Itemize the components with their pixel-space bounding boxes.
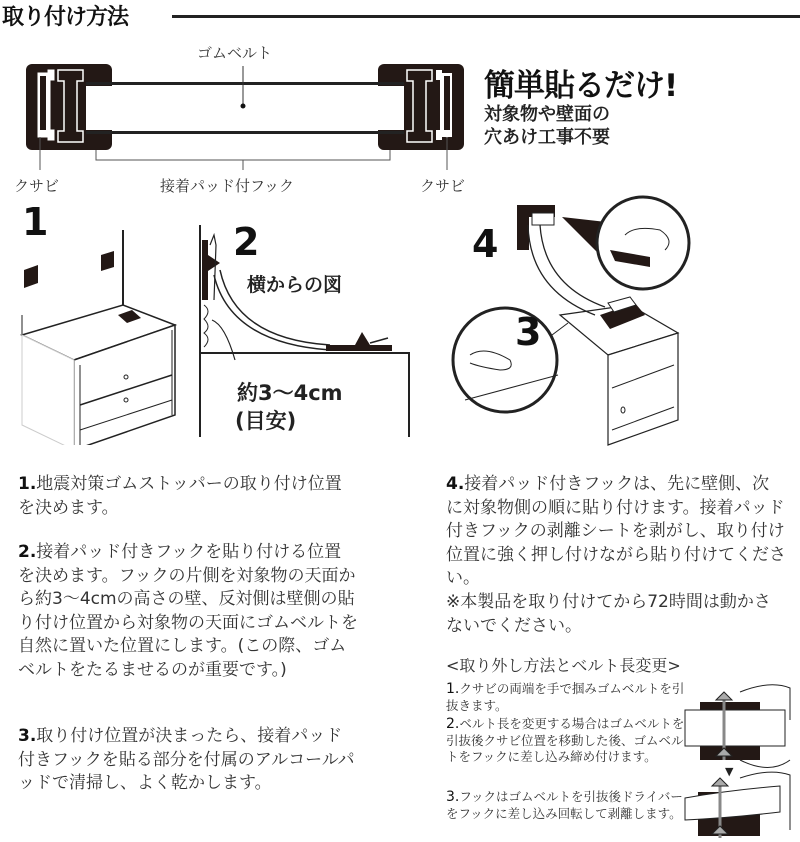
instruction-3-num: 3.	[18, 726, 37, 746]
wedge-left-label: クサビ	[14, 177, 60, 195]
caution-note: ※本製品を取り付けてから72時間は動かさないでください。	[446, 592, 771, 636]
step1-illustration	[0, 215, 200, 445]
removal-item-2-text: ベルト長を変更する場合はゴムベルトを引抜後クサビ位置を移動した後、ゴムベルトをフックに差し込み締め付けます。	[446, 716, 685, 764]
instruction-1	[18, 473, 358, 520]
instruction-3-text: 取り付け位置が決まったら、接着パッド付きフックを貼る部分を付属のアルコールパッドで清掃し、よく乾かします。	[18, 726, 355, 793]
instruction-4-text: 接着パッド付きフックは、先に壁側、次に対象物側の順に貼り付けます。接着パッド付きフックの剥離シートを剥がし、取り付け位置に強く押し付けながら貼り付けてください。	[446, 474, 786, 588]
step2-measure: 約3〜4cm	[237, 381, 343, 405]
headline-sub-line2: 穴あけ工事不要	[484, 127, 610, 148]
step1-number: 1	[22, 200, 49, 244]
headline-sub-line1: 対象物や壁面の	[484, 104, 610, 125]
step2-caption: 横からの図	[247, 274, 343, 296]
removal-item-3-num: 3.	[446, 789, 460, 805]
instruction-2-num: 2.	[18, 542, 37, 562]
hook-label: 接着パッド付フック	[160, 177, 294, 195]
instruction-1-text: 地震対策ゴムストッパーの取り付け位置を決めます。	[18, 474, 342, 518]
removal-item-1-text: クサビの両端を手で掴みゴムベルトを引抜きます。	[446, 681, 685, 713]
step4-number: 4	[472, 222, 499, 266]
belt-label: ゴムベルト	[197, 44, 273, 62]
removal-item-1	[446, 681, 686, 714]
removal-item-1-num: 1.	[446, 681, 460, 697]
instruction-4	[446, 473, 786, 591]
removal-title: <取り外し方法とベルト長変更>	[446, 656, 681, 675]
removal-item-2-num: 2.	[446, 716, 460, 732]
headline-main: 簡単貼るだけ!	[484, 68, 678, 104]
instruction-2	[18, 541, 358, 682]
step3-number: 3	[515, 310, 542, 354]
wedge-right-label: クサビ	[420, 177, 466, 195]
step2-number: 2	[233, 220, 260, 264]
title-divider	[172, 15, 800, 18]
step2-measure-note: (目安)	[235, 409, 297, 433]
removal-item-2	[446, 716, 686, 766]
page-title: 取り付け方法	[2, 5, 129, 30]
headline-sub	[484, 103, 610, 149]
instruction-1-num: 1.	[18, 474, 37, 494]
removal-item-3-text: フックはゴムベルトを引抜後ドライバーをフックに差し込み回転して剥離します。	[446, 789, 683, 821]
removal-item-3	[446, 789, 686, 822]
removal-illustration	[680, 680, 800, 840]
right-hook-icon	[374, 64, 464, 150]
down-arrow-icon: ▼	[725, 765, 734, 778]
instruction-3	[18, 725, 358, 796]
instruction-4-num: 4.	[446, 474, 465, 494]
instruction-2-text: 接着パッド付きフックを貼り付ける位置を決めます。フックの片側を対象物の天面から約3〜4cmの高さの壁、反対側は壁側の貼り付け位置から対象物の天面にゴムベルトを自然に置いた位置にします。(この際、ゴムベルトをたるませるのが重要です。)	[18, 542, 358, 680]
